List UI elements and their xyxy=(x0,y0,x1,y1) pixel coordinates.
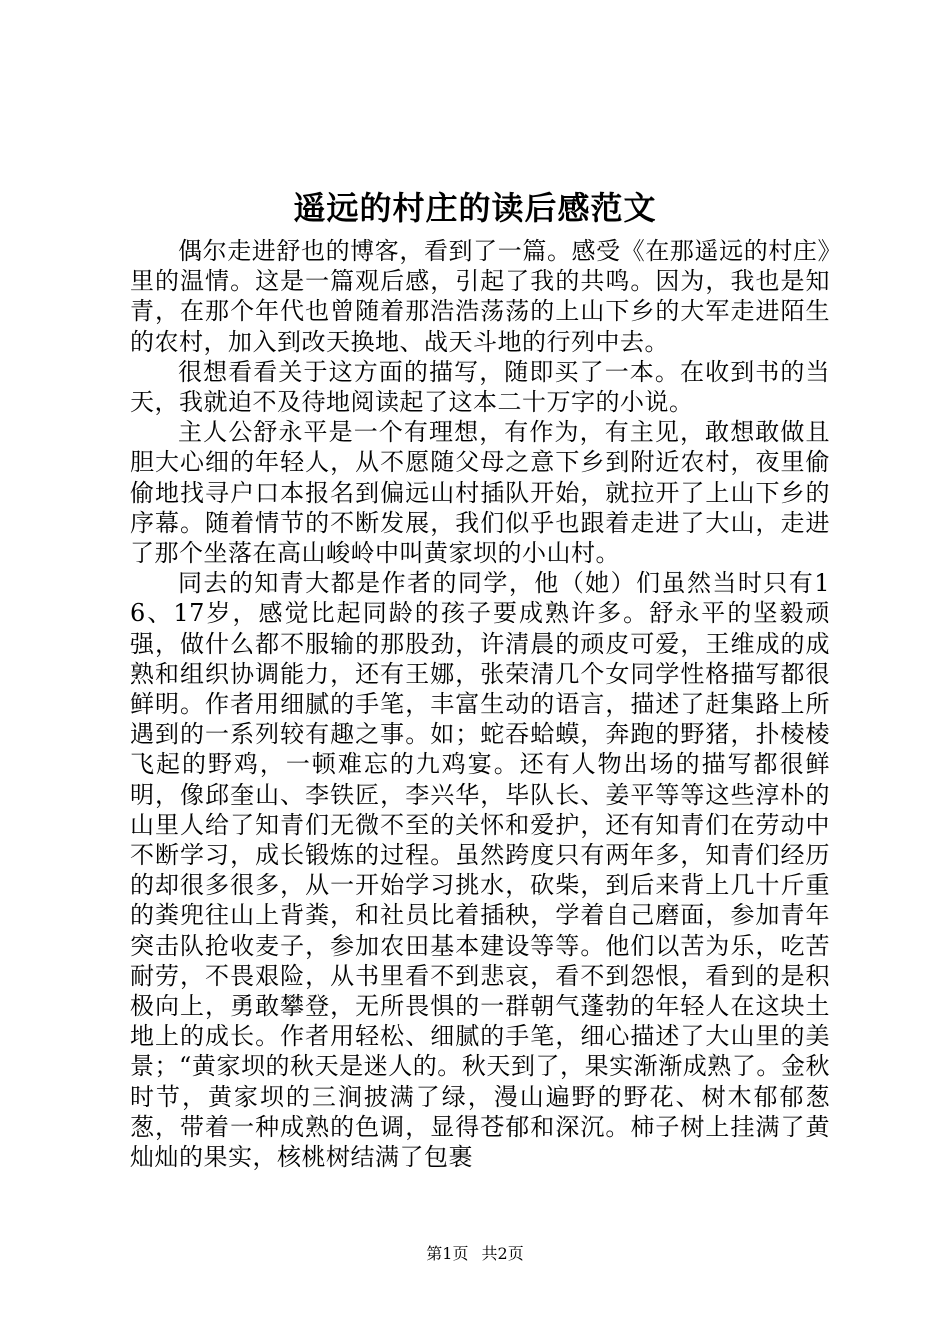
paragraph-2: 很想看看关于这方面的描写，随即买了一本。在收到书的当天，我就迫不及待地阅读起了这本二十万字的小说。 xyxy=(130,357,830,417)
page-number: 第1页 xyxy=(426,1244,469,1263)
document-body xyxy=(130,236,830,1172)
page-footer xyxy=(0,1244,950,1264)
page-total: 共2页 xyxy=(481,1244,524,1263)
paragraph-3: 主人公舒永平是一个有理想，有作为，有主见，敢想敢做且胆大心细的年轻人，从不愿随父母之意下乡到附近农村，夜里偷偷地找寻户口本报名到偏远山村插队开始，就拉开了上山下乡的序幕。随着情节的不断发展，我们似乎也跟着走进了大山，走进了那个坐落在高山峻岭中叫黄家坝的小山村。 xyxy=(130,418,830,568)
paragraph-4: 同去的知青大都是作者的同学，他（她）们虽然当时只有16、17岁，感觉比起同龄的孩子要成熟许多。舒永平的坚毅顽强，做什么都不服输的那股劲，许清晨的顽皮可爱，王维成的成熟和组织协调能力，还有王娜，张荣清几个女同学性格描写都很鲜明。作者用细腻的手笔，丰富生动的语言，描述了赶集路上所遇到的一系列较有趣之事。如；蛇吞蛤蟆，奔跑的野猪，扑棱棱飞起的野鸡，一顿难忘的九鸡宴。还有人物出场的描写都很鲜明，像邱奎山、李铁匠，李兴华，毕队长、姜平等等这些淳朴的山里人给了知青们无微不至的关怀和爱护，还有知青们在劳动中不断学习，成长锻炼的过程。虽然跨度只有两年多，知青们经历的却很多很多，从一开始学习挑水，砍柴，到后来背上几十斤重的粪兜往山上背粪，和社员比着插秧，学着自己磨面，参加青年突击队抢收麦子，参加农田基本建设等等。他们以苦为乐，吃苦耐劳，不畏艰险，从书里看不到悲哀，看不到怨恨，看到的是积极向上，勇敢攀登，无所畏惧的一群朝气蓬勃的年轻人在这块土地上的成长。作者用轻松、细腻的手笔，细心描述了大山里的美景；“黄家坝的秋天是迷人的。秋天到了，果实渐渐成熟了。金秋时节，黄家坝的三涧披满了绿，漫山遍野的野花、树木郁郁葱葱，带着一种成熟的色调，显得苍郁和深沉。柿子树上挂满了黄灿灿的果实，核桃树结满了包裹 xyxy=(130,569,830,1172)
document-title: 遥远的村庄的读后感范文 xyxy=(293,189,657,227)
paragraph-1: 偶尔走进舒也的博客，看到了一篇。感受《在那遥远的村庄》里的温情。这是一篇观后感，引起了我的共鸣。因为，我也是知青，在那个年代也曾随着那浩浩荡荡的上山下乡的大军走进陌生的农村，加入到改天换地、战天斗地的行列中去。 xyxy=(130,237,830,356)
